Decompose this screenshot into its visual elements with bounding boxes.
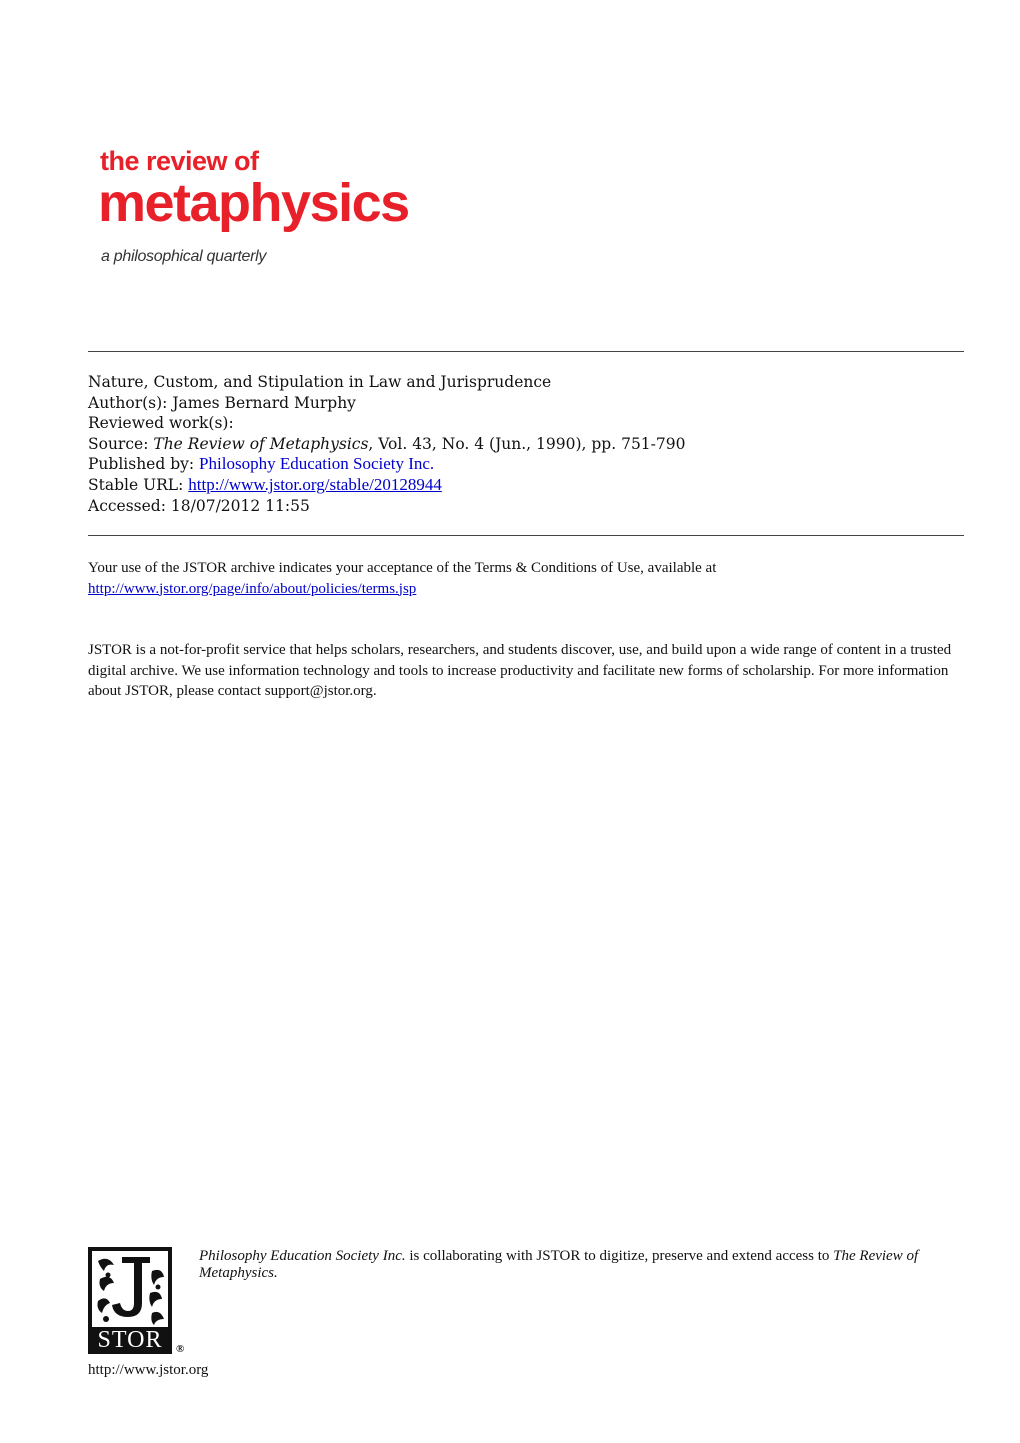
source-journal: The Review of Metaphysics	[153, 434, 369, 453]
accessed-date: 18/07/2012 11:55	[170, 496, 310, 515]
registered-mark: ®	[176, 1343, 185, 1355]
jstor-logo-emblem	[92, 1251, 168, 1327]
publisher-link[interactable]: Philosophy Education Society Inc.	[199, 454, 435, 474]
reviewed-row: Reviewed work(s):	[88, 414, 234, 433]
journal-logo-line1: the review of	[100, 146, 259, 176]
source-label: Source:	[88, 434, 149, 453]
citation-block	[88, 372, 964, 516]
journal-logo-tagline: a philosophical quarterly	[101, 248, 267, 265]
jstor-home-link[interactable]: http://www.jstor.org	[88, 1362, 209, 1378]
source-details: , Vol. 43, No. 4 (Jun., 1990), pp. 751-790	[368, 434, 686, 453]
stable-url-label: Stable URL:	[88, 475, 184, 494]
author-label: Author(s):	[88, 393, 168, 412]
collab-publisher: Philosophy Education Society Inc.	[199, 1248, 406, 1264]
collab-journal: The Review of Metaphysics.	[199, 1248, 919, 1281]
about-paragraph: JSTOR is a not-for-profit service that helps scholars, researchers, and students discover, use, and build upon a wide range of content in a trusted digital archive. We use information technology and tools to increase productivity and facilitate new forms of scholarship. For more information about JSTOR, please contact support@jstor.org.	[88, 642, 952, 699]
collab-text: is collaborating with JSTOR to digitize, preserve and extend access to	[405, 1248, 834, 1264]
terms-text: Your use of the JSTOR archive indicates your acceptance of the Terms & Conditions of Use, available at	[88, 560, 717, 576]
ornamental-j-icon	[92, 1251, 168, 1327]
publisher-row	[88, 454, 964, 475]
jstor-wordmark: STOR	[88, 1327, 172, 1354]
article-title: Nature, Custom, and Stipulation in Law and Jurisprudence	[88, 373, 552, 391]
jstor-logo	[88, 1247, 172, 1354]
author-row	[88, 393, 964, 414]
stable-url-link[interactable]: http://www.jstor.org/stable/20128944	[188, 474, 442, 494]
terms-link[interactable]: http://www.jstor.org/page/info/about/policies/terms.jsp	[88, 580, 417, 597]
terms-paragraph	[88, 558, 964, 599]
top-divider	[88, 351, 964, 352]
source-row	[88, 434, 964, 455]
journal-logo	[88, 132, 480, 292]
accessed-label: Accessed:	[88, 496, 166, 515]
author-name: James Bernard Murphy	[172, 393, 356, 412]
stable-url-row	[88, 475, 964, 496]
accessed-row	[88, 496, 964, 517]
collaboration-note	[199, 1248, 964, 1282]
publisher-label: Published by:	[88, 455, 195, 474]
journal-logo-line2: metaphysics	[98, 173, 409, 233]
bottom-divider	[88, 535, 964, 536]
